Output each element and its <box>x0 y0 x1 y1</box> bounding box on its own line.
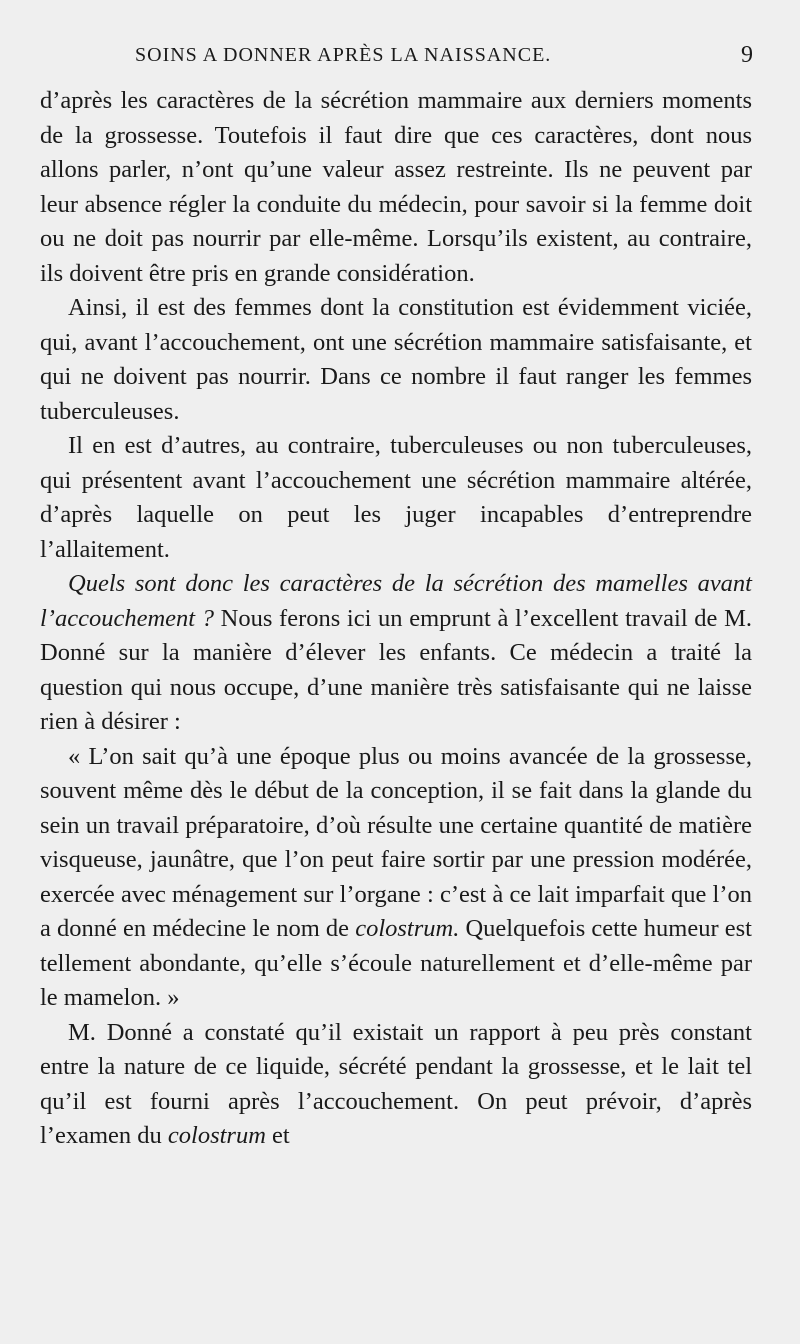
text-run: M. Donné a constaté qu’il existait un rapport à peu près constant entre la nature de ce liquide, sécrété pendant la grossesse, et le lait tel qu’il est fourni après l’accouchement. On peut prévoir, d’après l’examen du <box>40 1018 752 1149</box>
paragraph-2 <box>40 291 752 429</box>
text-run: Nous ferons ici un emprunt à l’excellent travail de M. Donné sur la manière d’élever les enfants. Ce médecin a traité la question qui nous occupe, d’une manière très satisfaisante qui ne laisse rien à désirer : <box>40 604 752 735</box>
text-run: Il en est d’autres, au contraire, tuberculeuses ou non tuberculeuses, qui présentent avant l’accouchement une sécrétion mammaire altérée, d’après laquelle on peut les juger incapables d’entreprendre l’allaitement. <box>40 432 752 563</box>
italic-question: Quels sont donc les caractères de la sécrétion des mamelles avant l’accouchement ? <box>40 570 752 632</box>
paragraph-3 <box>40 429 752 567</box>
paragraph-4 <box>40 567 752 740</box>
paragraph-5-quotation <box>40 740 752 1016</box>
page-header <box>40 44 760 76</box>
text-run: « L’on sait qu’à une époque plus ou moins avancée de la grossesse, souvent même dès le début de la conception, il se fait dans la glande du sein un travail préparatoire, d’où résulte une certaine quantité de matière visqueuse, jaunâtre, que l’on peut faire sortir par une pression modérée, exercée avec ménagement sur l’organe : c’est à ce lait imparfait que l’on a donné en médecine le nom de <box>40 742 752 942</box>
page-number: 9 <box>741 42 754 68</box>
paragraph-6 <box>40 1016 752 1154</box>
italic-term: colostrum. <box>355 915 460 942</box>
italic-term: colostrum <box>167 1122 266 1149</box>
text-run: et <box>265 1122 290 1149</box>
paragraph-1 <box>40 84 752 291</box>
text-run: Ainsi, il est des femmes dont la constitution est évidemment viciée, qui, avant l’accouchement, ont une sécrétion mammaire satisfaisante, et qui ne doivent pas nourrir. Dans ce nombre il faut ranger les femmes tuberculeuses. <box>40 294 752 425</box>
running-title: SOINS A DONNER APRÈS LA NAISSANCE. <box>135 44 552 66</box>
text-run: Quelquefois cette humeur est tellement abondante, qu’elle s’écoule naturellement et d’elle-même par le mamelon. » <box>40 915 752 1011</box>
text-run: d’après les caractères de la sécrétion mammaire aux derniers moments de la grossesse. Toutefois il faut dire que ces caractères, dont nous allons parler, n’ont qu’une valeur assez restreinte. Ils ne peuvent par leur absence régler la conduite du médecin, pour savoir si la femme doit ou ne doit pas nourrir par elle-même. Lorsqu’ils existent, au contraire, ils doivent être pris en grande considération. <box>40 87 752 287</box>
page-body <box>40 84 752 1154</box>
